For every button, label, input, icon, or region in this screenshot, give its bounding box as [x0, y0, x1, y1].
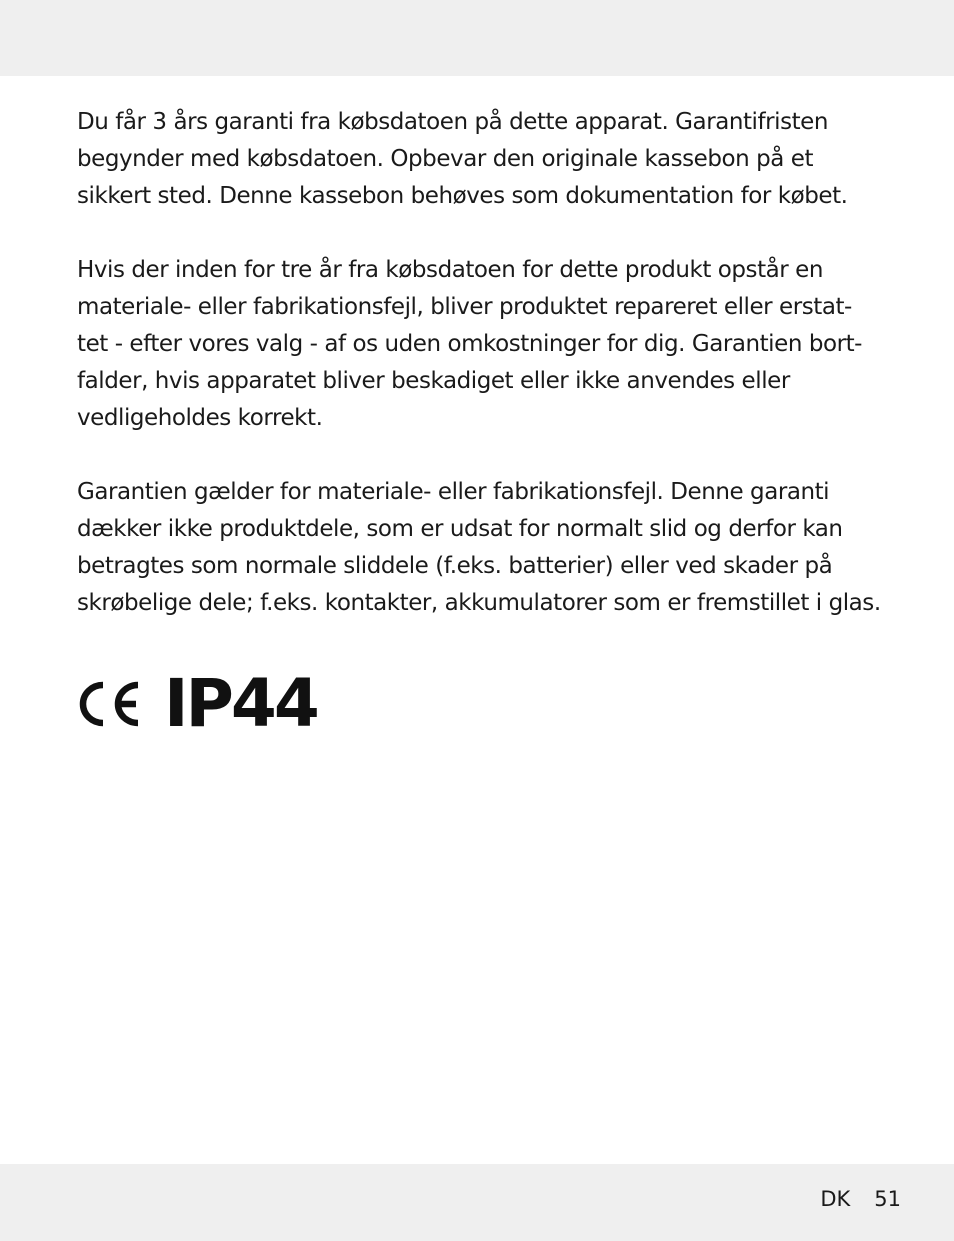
top-band — [0, 0, 954, 76]
ip-rating-label: IP44 — [164, 665, 317, 742]
text-line: materiale- eller fabrikationsfejl, bliver produktet repareret eller erstat- — [77, 294, 852, 320]
text-line: skrøbelige dele; f.eks. kontakter, akkumulatorer som er fremstillet i glas. — [77, 590, 881, 616]
paragraph-warranty-scope — [77, 474, 897, 622]
text-line: vedligeholdes korrekt. — [77, 405, 323, 431]
language-code: DK — [820, 1187, 851, 1211]
page-number: 51 — [874, 1187, 901, 1211]
text-line: Garantien gælder for materiale- eller fabrikationsfejl. Denne garanti — [77, 479, 830, 505]
bottom-band — [0, 1164, 954, 1241]
text-line: Du får 3 års garanti fra købsdatoen på dette apparat. Garantifristen — [77, 109, 828, 135]
paragraph-warranty-conditions — [77, 252, 897, 437]
paragraph-warranty-period — [77, 104, 897, 215]
ce-mark-icon — [76, 677, 144, 731]
page-footer — [820, 1184, 901, 1214]
warranty-text — [77, 104, 897, 659]
text-line: falder, hvis apparatet bliver beskadiget eller ikke anvendes eller — [77, 368, 790, 394]
text-line: Hvis der inden for tre år fra købsdatoen for dette produkt opstår en — [77, 257, 823, 283]
certification-marks — [76, 664, 317, 744]
text-line: sikkert sted. Denne kassebon behøves som dokumentation for købet. — [77, 183, 848, 209]
text-line: dækker ikke produktdele, som er udsat for normalt slid og derfor kan — [77, 516, 843, 542]
text-line: begynder med købsdatoen. Opbevar den originale kassebon på et — [77, 146, 814, 172]
text-line: betragtes som normale sliddele (f.eks. batterier) eller ved skader på — [77, 553, 833, 579]
text-line: tet - efter vores valg - af os uden omkostninger for dig. Garantien bort- — [77, 331, 863, 357]
